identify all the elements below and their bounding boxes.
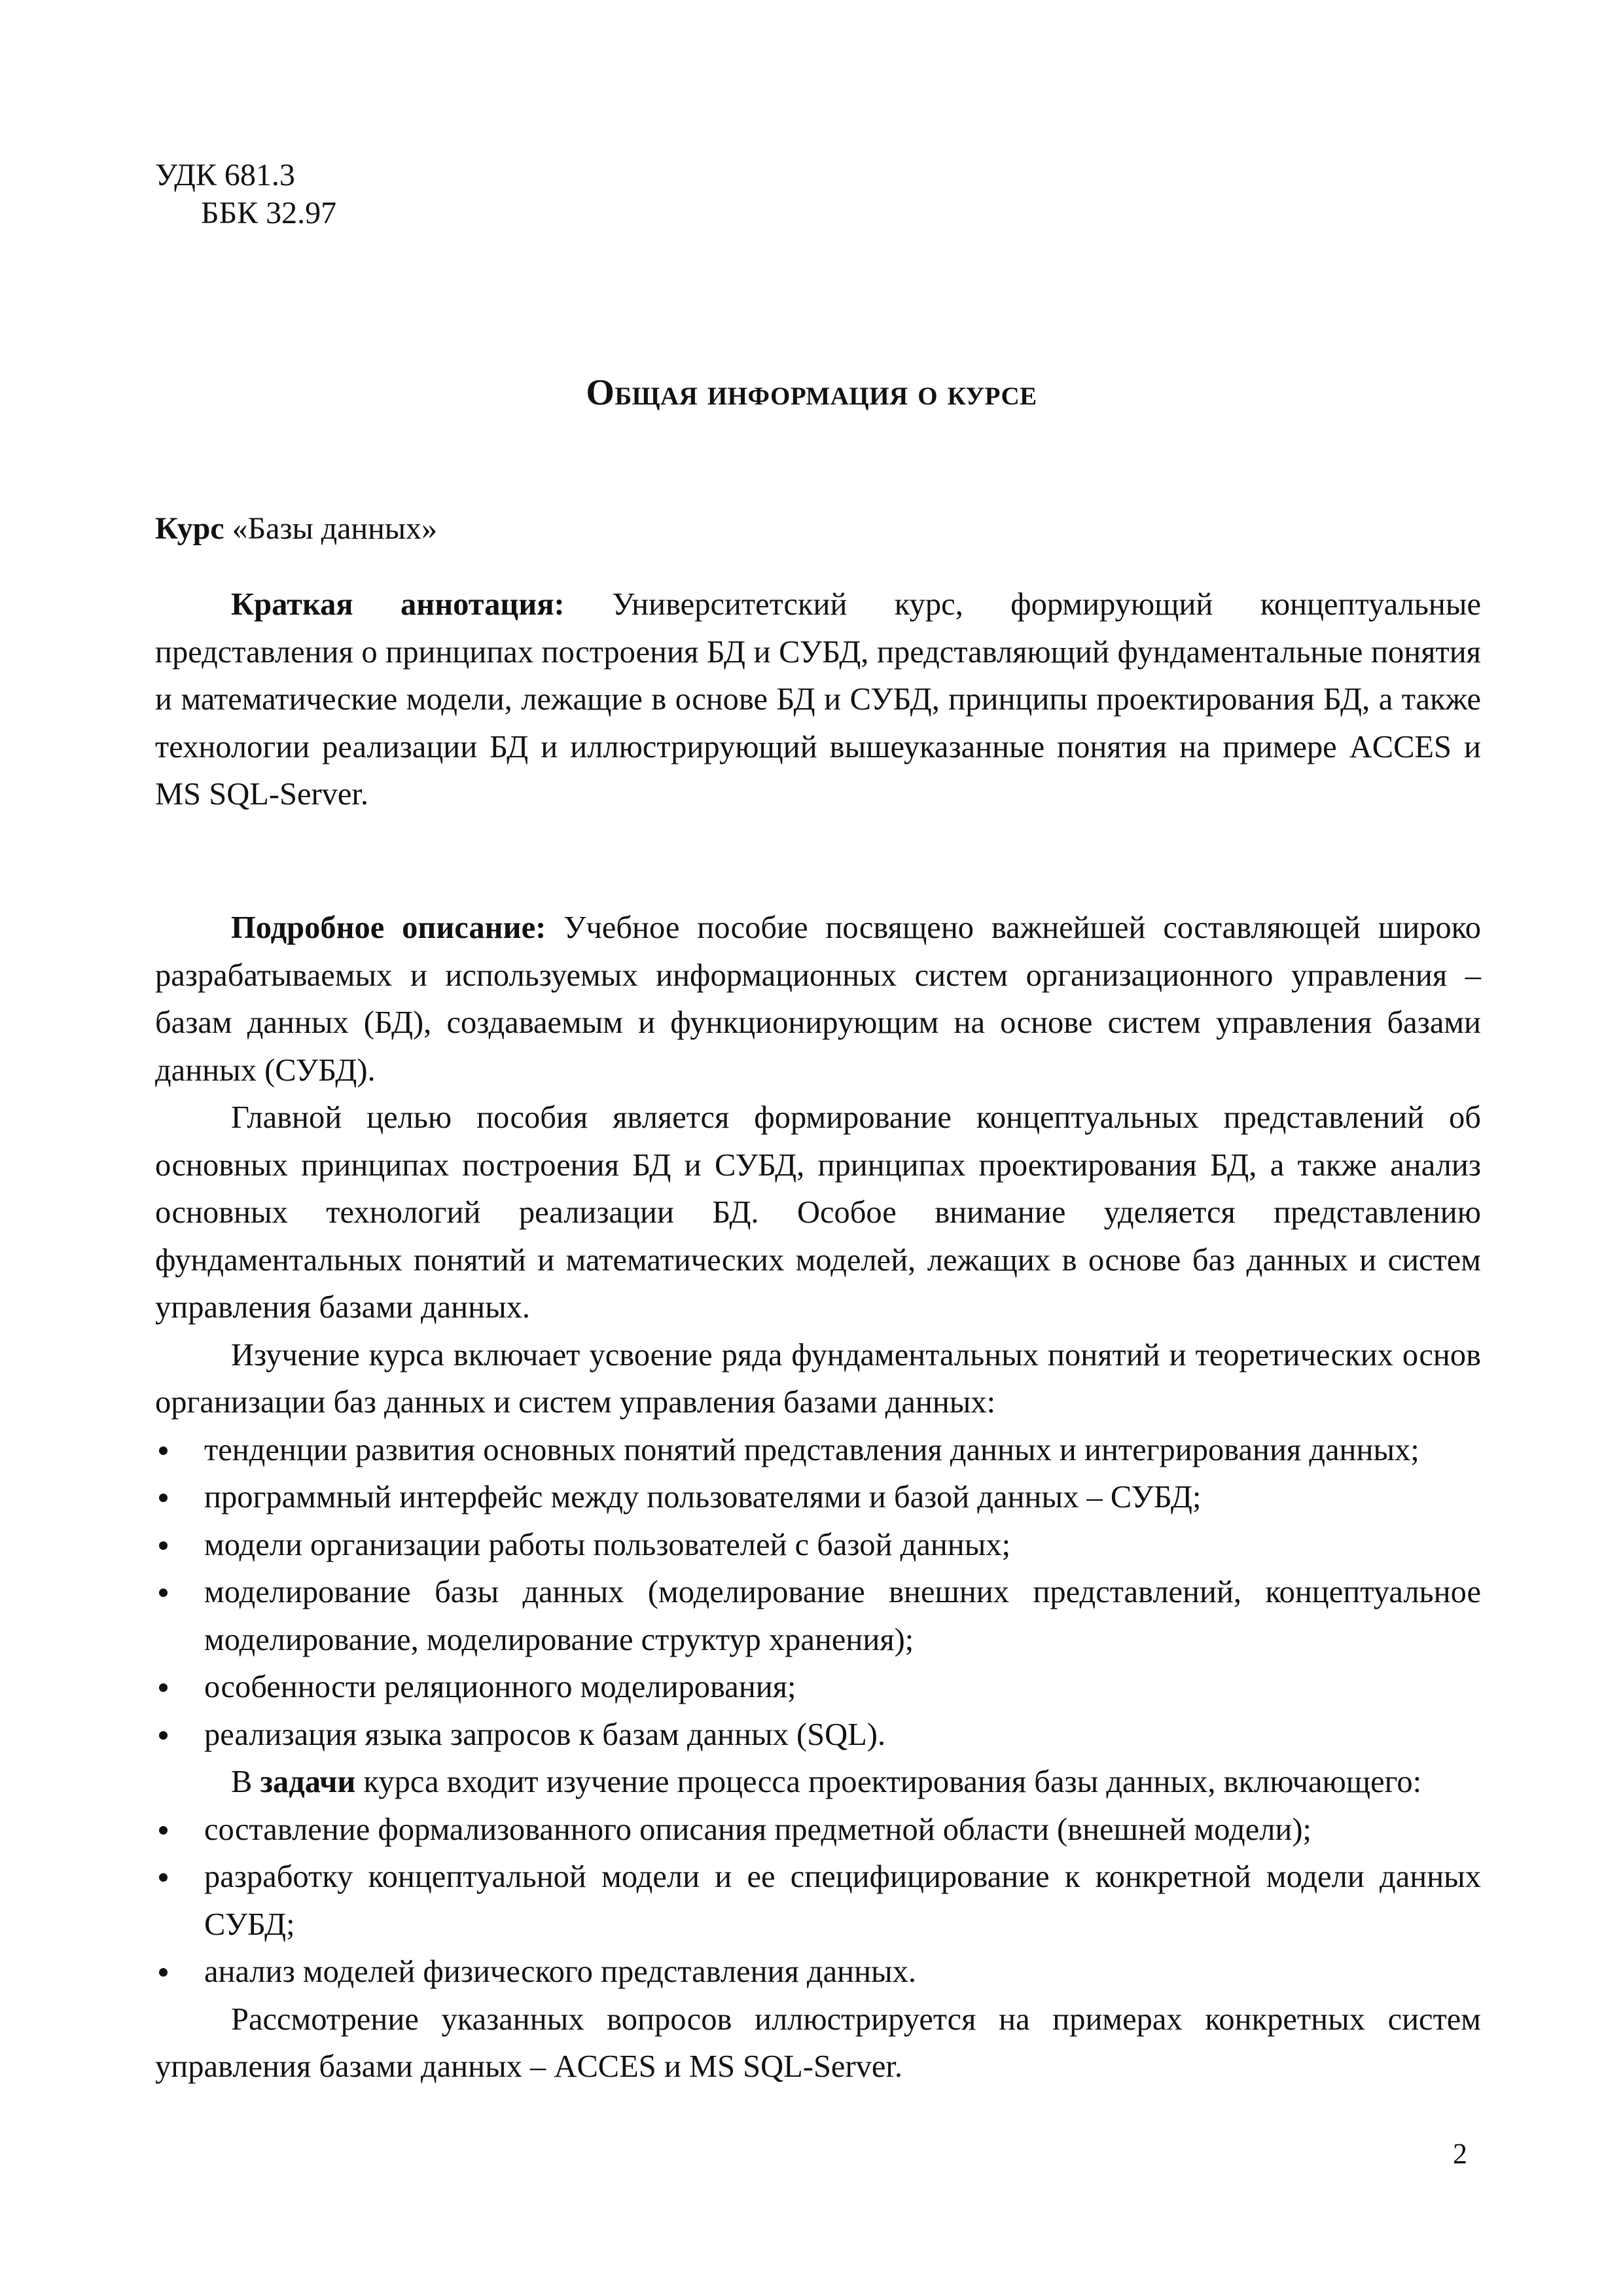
description-block: [155, 905, 1481, 2091]
study-list: [155, 1427, 1481, 1759]
annotation-paragraph: [155, 581, 1481, 819]
list-item: тенденции развития основных понятий представления данных и интегрирования данных;: [155, 1427, 1481, 1475]
tasks-paragraph: [155, 1759, 1481, 1806]
bullet-icon: [159, 1826, 168, 1835]
list-item: анализ моделей физического представления данных.: [155, 1948, 1481, 1996]
bbk-code: ББК 32.97: [201, 196, 337, 230]
bullet-icon: [159, 1968, 168, 1977]
description-text: Учебное пособие посвящено важнейшей составляющей широко разрабатываемых и используемых информационных систем организационного управления – базам данных (БД), создаваемым и функционирующим на основе систем управления базами данных (СУБД).: [155, 910, 1482, 1088]
bullet-icon: [159, 1541, 168, 1550]
annotation-block: [155, 581, 1481, 819]
bullet-icon: [159, 1873, 168, 1882]
list-item: составление формализованного описания предметной области (внешней модели);: [155, 1806, 1481, 1854]
tasks-bold: задачи: [260, 1765, 356, 1799]
list-item: разработку концептуальной модели и ее специфицирование к конкретной модели данных СУБД;: [155, 1854, 1481, 1948]
bullet-icon: [159, 1731, 168, 1740]
tasks-list: [155, 1806, 1481, 1996]
tasks-suffix: курса входит изучение процесса проектирования базы данных, включающего:: [363, 1765, 1422, 1799]
page-number: 2: [1453, 2138, 1467, 2170]
description-paragraph: [155, 905, 1481, 1094]
annotation-label: Краткая аннотация:: [231, 587, 565, 622]
list-item: программный интерфейс между пользователями и базой данных – СУБД;: [155, 1474, 1481, 1522]
study-intro-paragraph: Изучение курса включает усвоение ряда фундаментальных понятий и теоретических основ организации баз данных и систем управления базами данных:: [155, 1337, 1481, 1420]
list-item: реализация языка запросов к базам данных (SQL).: [155, 1712, 1481, 1759]
course-label: Курс: [155, 511, 224, 546]
list-item: особенности реляционного моделирования;: [155, 1664, 1481, 1712]
tasks-prefix: В: [231, 1765, 253, 1799]
course-name: «Базы данных»: [232, 511, 438, 546]
list-item: модели организации работы пользователей с базой данных;: [155, 1522, 1481, 1570]
list-item: моделирование базы данных (моделирование внешних представлений, концептуальное моделирование, моделирование структур хранения);: [155, 1569, 1481, 1664]
closing-paragraph: Рассмотрение указанных вопросов иллюстрируется на примерах конкретных систем управления базами данных – ACCES и MS SQL-Server.: [155, 2001, 1481, 2084]
page-title: Общая информация о курсе: [586, 372, 1037, 413]
bullet-icon: [159, 1588, 168, 1597]
annotation-text: Университетский курс, формирующий концептуальные представления о принципах построения БД и СУБД, представляющий фундаментальные понятия и математические модели, лежащие в основе БД и СУБД, принципы проектирования БД, а также технологии реализации БД и иллюстрирующий вышеуказанные понятия на примере ACCES и MS SQL-Server.: [155, 587, 1481, 812]
course-line: [155, 509, 437, 548]
bullet-icon: [159, 1494, 168, 1502]
goal-paragraph: Главной целью пособия является формирование концептуальных представлений об основных принципах построения БД и СУБД, принципах проектирования БД, а также анализ основных технологий реализации БД. Особое внимание уделяется представлению фундаментальных понятий и математических моделей, лежащих в основе баз данных и систем управления базами данных.: [155, 1100, 1481, 1325]
bullet-icon: [159, 1446, 168, 1455]
bullet-icon: [159, 1683, 168, 1692]
udk-code: УДК 681.3: [155, 158, 295, 192]
description-label: Подробное описание:: [231, 910, 546, 945]
